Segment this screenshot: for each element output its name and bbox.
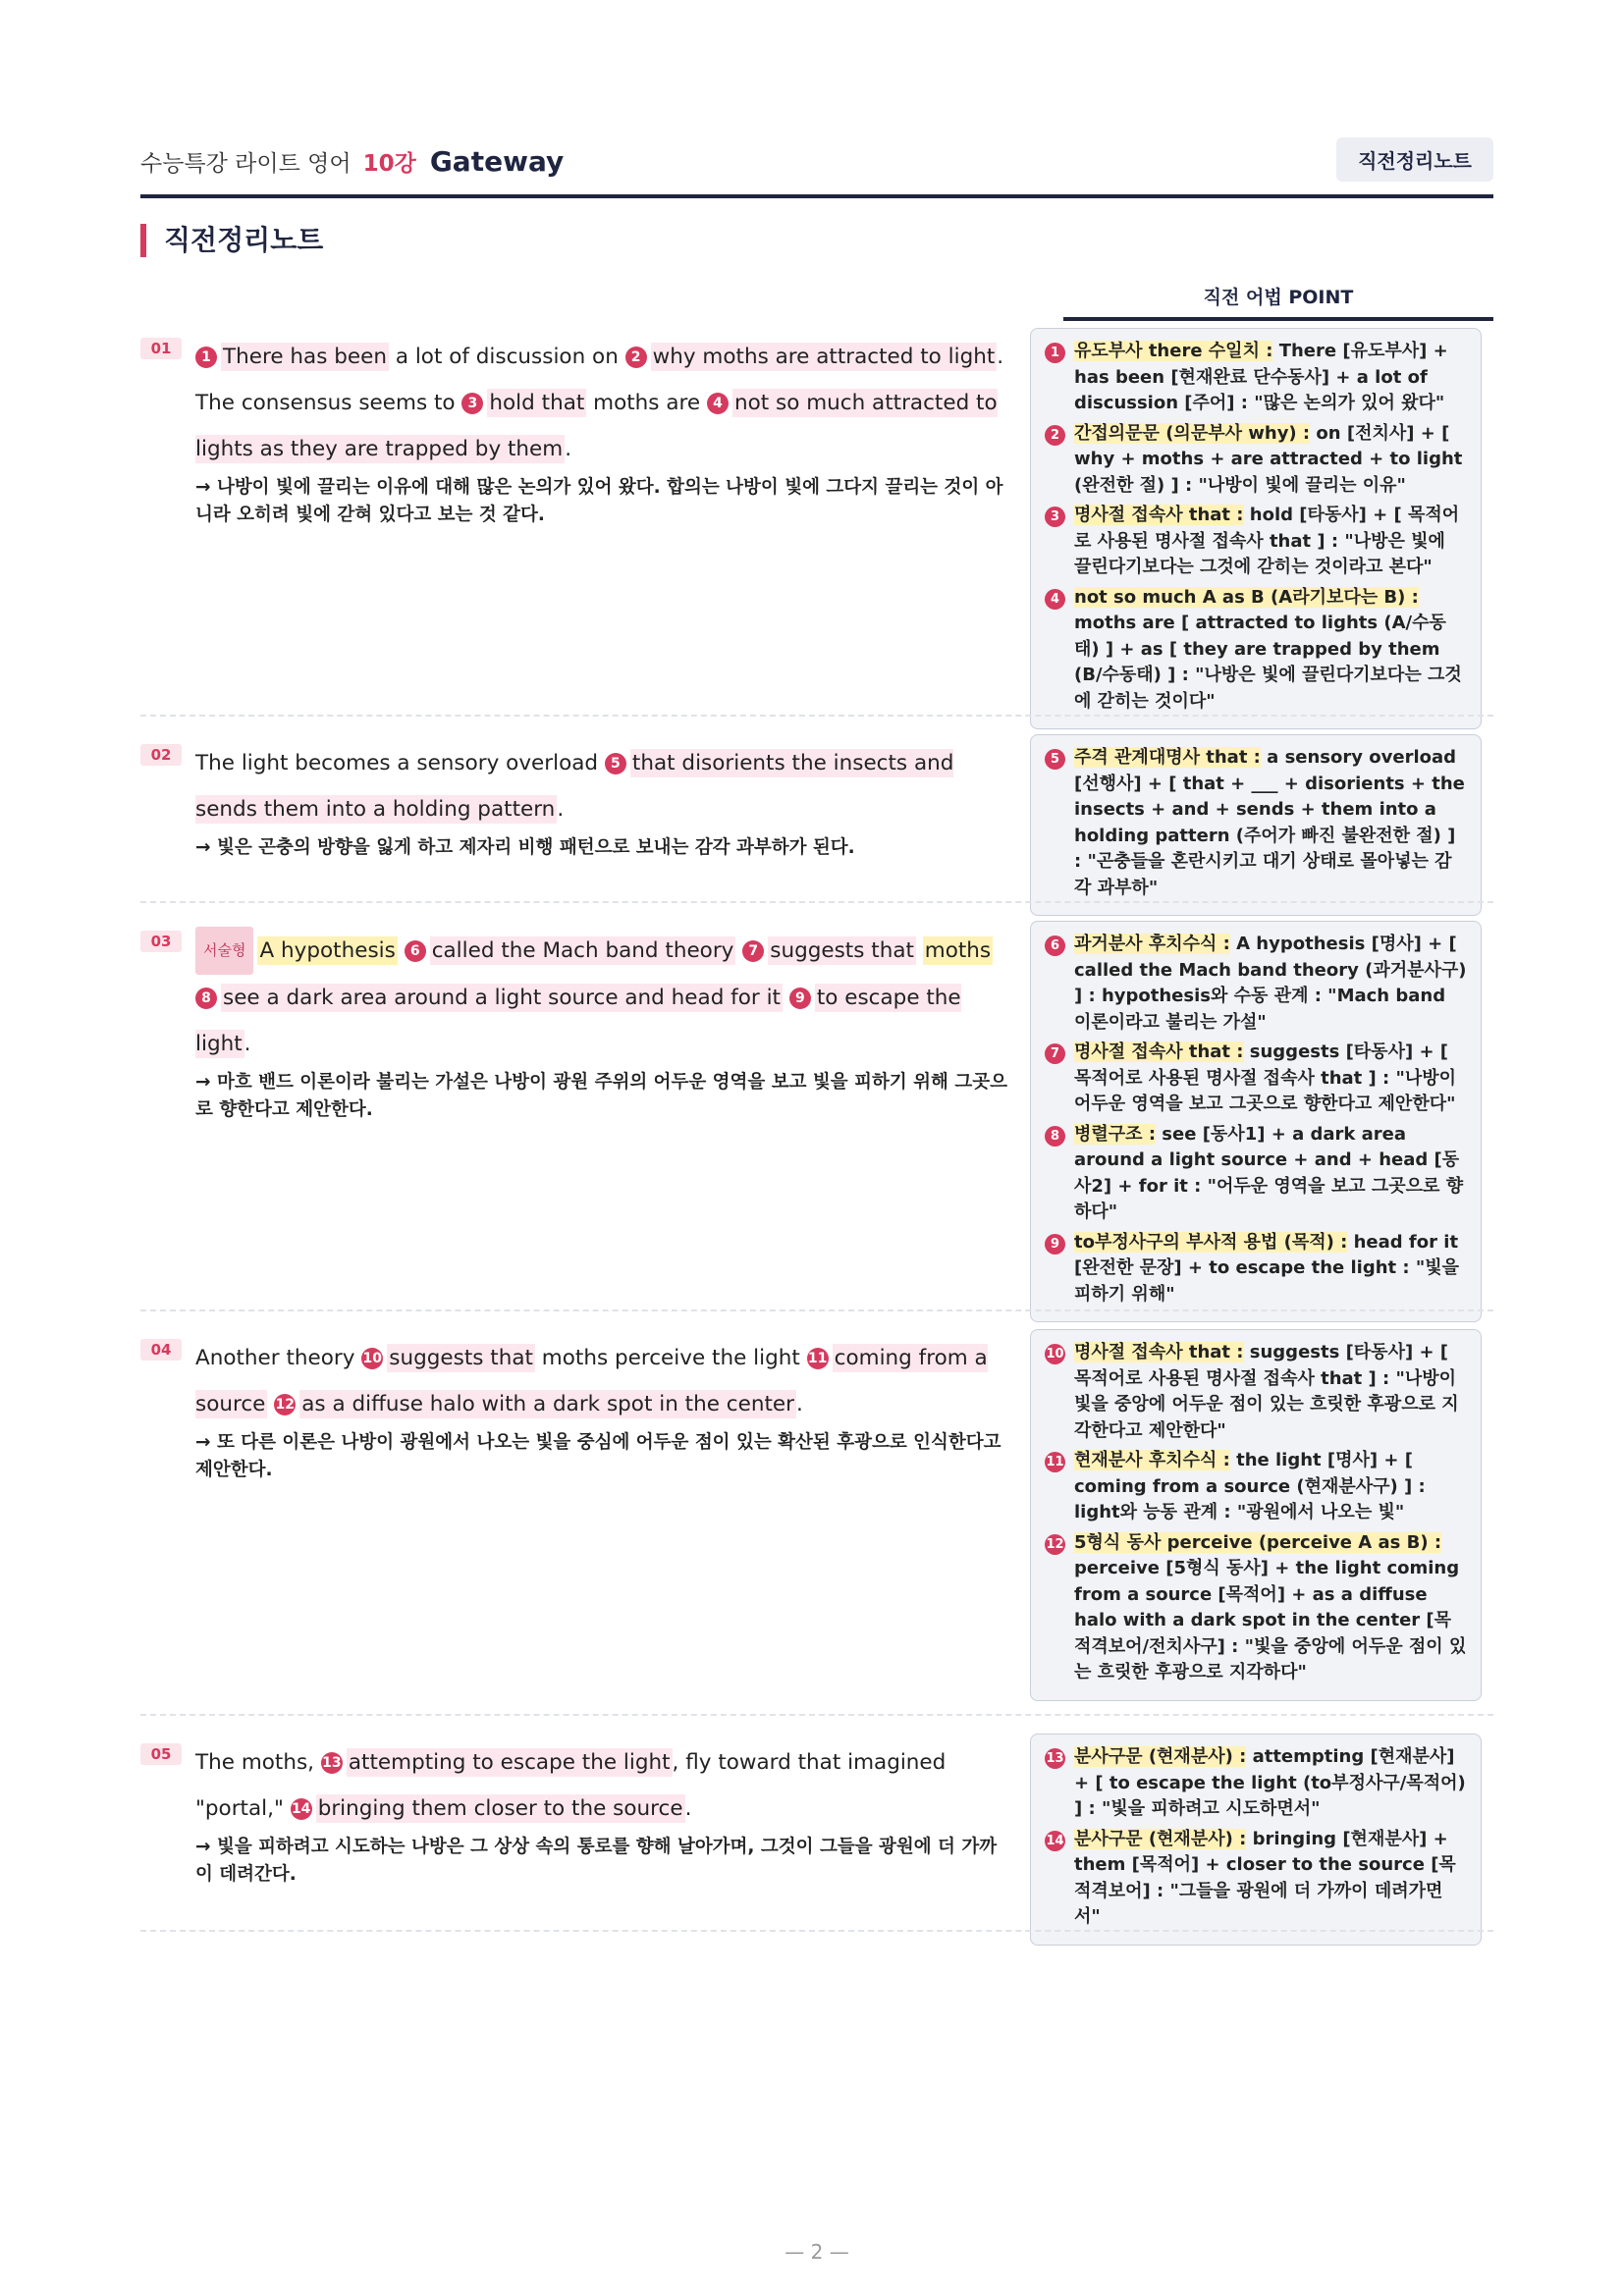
text: The light becomes a sensory overload <box>195 751 605 775</box>
point-key: 과거분사 후치수식 : <box>1074 934 1230 954</box>
item-number: 05 <box>140 1743 182 1765</box>
text: The moths, <box>195 1750 321 1775</box>
phrase: hold that <box>489 391 585 415</box>
point-text: A hypothesis [명사] + [ called the Mach band theory (과거분사구) ] : hypothesis와 수동 관계 : "Mach band 이론이라고 불리는 가설" <box>1074 934 1467 1033</box>
point-key: 분사구문 (현재분사) : <box>1074 1746 1247 1767</box>
header-series <box>140 145 564 178</box>
page-header <box>140 137 1493 198</box>
phrase: suggests that <box>389 1346 533 1370</box>
header-tag: 직전정리노트 <box>1336 137 1493 182</box>
gateway-label: Gateway <box>429 145 565 178</box>
marker-6: 6 <box>1045 935 1065 956</box>
grammar-point-box <box>1030 734 1482 916</box>
point-text: hold [타동사] + [ 목적어로 사용된 명사절 접속사 that ] : "나방은 빛에 끌린다기보다는 그것에 갇히는 것이라고 본다" <box>1074 505 1460 577</box>
grammar-point <box>1045 421 1467 500</box>
grammar-point <box>1045 339 1467 417</box>
text: . <box>243 1032 251 1056</box>
grammar-point <box>1045 1122 1467 1226</box>
grammar-point <box>1045 1230 1467 1308</box>
point-text: perceive [5형식 동사] + the light coming from a source [목적어] + as a diffuse halo with a dark spot in the center [목적격보어/전치사구] : "빛을 중앙에 어두운 점이 있는 흐릿한 후광으로 지각하다" <box>1074 1558 1467 1682</box>
grammar-point-box <box>1030 921 1482 1322</box>
item-body <box>195 740 1010 862</box>
text: . <box>557 797 565 822</box>
grammar-point-header: 직전 어법 POINT <box>1063 283 1493 321</box>
item-body <box>195 927 1010 1124</box>
point-key: 5형식 동사 perceive (perceive A as B) : <box>1074 1531 1442 1553</box>
marker-1: 1 <box>195 347 217 368</box>
grammar-point <box>1045 1827 1467 1931</box>
item-number: 01 <box>140 338 182 359</box>
marker-13: 13 <box>321 1752 343 1774</box>
marker-2: 2 <box>625 347 647 368</box>
phrase: coming from a source <box>195 1346 988 1416</box>
marker-9: 9 <box>1045 1234 1065 1255</box>
english-sentence <box>195 334 1010 472</box>
item-body <box>195 334 1010 529</box>
grammar-point <box>1045 1448 1467 1526</box>
point-key: 명사절 접속사 that : <box>1074 505 1244 525</box>
text: . The consensus seems to <box>195 345 1004 415</box>
lesson-label: 10강 <box>362 151 416 177</box>
text: . <box>565 437 572 461</box>
grammar-point-box <box>1030 328 1482 729</box>
marker-3: 3 <box>461 393 483 414</box>
marker-6: 6 <box>405 940 426 962</box>
item-number: 04 <box>140 1339 182 1361</box>
grammar-point <box>1045 585 1467 716</box>
point-key: 간접의문문 (의문부사 why) : <box>1074 422 1311 444</box>
point-text: on [전치사] + [ why + moths + are attracted + to light (완전한 절) ] : "나방이 빛에 끌리는 이유" <box>1074 422 1463 496</box>
marker-13: 13 <box>1045 1748 1065 1769</box>
phrase: not so much attracted to lights as they are trapped by them <box>195 391 998 461</box>
series-label: 수능특강 라이트 영어 <box>140 151 352 177</box>
phrase: A hypothesis <box>259 938 396 963</box>
point-key: 명사절 접속사 that : <box>1074 1342 1244 1362</box>
section-title: 직전정리노트 <box>140 224 323 257</box>
text: moths perceive the light <box>534 1346 807 1370</box>
text: a lot of discussion on <box>388 345 625 369</box>
point-text: bringing [현재분사] + them [목적어] + closer to the source [목적격보어] : "그들을 광원에 더 가까이 데려가면서" <box>1074 1828 1456 1927</box>
marker-9: 9 <box>789 988 811 1009</box>
phrase: moths <box>924 938 992 963</box>
english-sentence <box>195 1335 1010 1427</box>
divider <box>140 901 1493 903</box>
grammar-point <box>1045 1530 1467 1686</box>
point-text: a sensory overload [선행사] + [ that + ___ + disorients + the insects + and + sends + them into a holding pattern (주어가 빠진 불완전한 절) ] : "곤충들을 혼란시키고 대기 상태로 몰아넣는 감각 과부하" <box>1074 747 1465 898</box>
english-sentence <box>195 1739 1010 1832</box>
marker-10: 10 <box>361 1348 383 1369</box>
marker-7: 7 <box>742 940 764 962</box>
english-sentence <box>195 927 1010 1067</box>
phrase: bringing them closer to the source <box>317 1796 683 1821</box>
marker-2: 2 <box>1045 425 1065 446</box>
item-number: 02 <box>140 744 182 766</box>
point-key: 주격 관계대명사 that : <box>1074 747 1261 768</box>
grammar-point <box>1045 745 1467 901</box>
point-key: not so much A as B (A라기보다는 B) : <box>1074 586 1419 608</box>
korean-translation: → 빛은 곤충의 방향을 잃게 하고 제자리 비행 패턴으로 보내는 감각 과부하가 된다. <box>195 837 855 858</box>
point-text: see [동사1] + a dark area around a light source + and + head [동사2] + for it : "어두운 영역을 보고 그곳으로 향하다" <box>1074 1123 1464 1222</box>
phrase: see a dark area around a light source and head for it <box>223 986 781 1010</box>
marker-4: 4 <box>1045 589 1065 610</box>
divider <box>140 715 1493 717</box>
grammar-point <box>1045 1040 1467 1118</box>
korean-translation: → 나방이 빛에 끌리는 이유에 대해 많은 논의가 있어 왔다. 합의는 나방이 빛에 그다지 끌리는 것이 아니라 오히려 빛에 갇혀 있다고 보는 것 같다. <box>195 477 1003 525</box>
item-number: 03 <box>140 931 182 952</box>
marker-5: 5 <box>1045 749 1065 770</box>
korean-translation: → 또 다른 이론은 나방이 광원에서 나오는 빛을 중심에 어두운 점이 있는 확산된 후광으로 인식한다고 제안한다. <box>195 1432 1001 1480</box>
marker-11: 11 <box>807 1348 829 1369</box>
point-key: 분사구문 (현재분사) : <box>1074 1828 1247 1849</box>
text: . <box>795 1392 803 1416</box>
point-text: suggests [타동사] + [ 목적어로 사용된 명사절 접속사 that ] : "나방이 어두운 영역을 보고 그곳으로 향한다고 제안한다" <box>1074 1041 1457 1114</box>
grammar-point-box <box>1030 1734 1482 1946</box>
point-text: attempting [현재분사] + [ to escape the light (to부정사구/목적어) ] : "빛을 피하려고 시도하면서" <box>1074 1746 1466 1819</box>
phrase: why moths are attracted to light <box>652 345 996 369</box>
phrase: suggests that <box>770 938 914 963</box>
marker-14: 14 <box>1045 1831 1065 1851</box>
grammar-point <box>1045 1340 1467 1444</box>
point-key: 현재분사 후치수식 : <box>1074 1450 1230 1470</box>
marker-1: 1 <box>1045 343 1065 363</box>
marker-10: 10 <box>1045 1344 1065 1364</box>
essay-badge: 서술형 <box>195 927 253 975</box>
grammar-point <box>1045 1744 1467 1823</box>
item-body <box>195 1335 1010 1484</box>
page-number: — 2 — <box>784 2240 849 2264</box>
marker-7: 7 <box>1045 1043 1065 1064</box>
phrase: as a diffuse halo with a dark spot in the center <box>301 1392 794 1416</box>
grammar-point-box <box>1030 1329 1482 1701</box>
marker-8: 8 <box>195 988 217 1009</box>
marker-8: 8 <box>1045 1126 1065 1147</box>
phrase: to escape the light <box>195 986 961 1056</box>
grammar-point <box>1045 503 1467 581</box>
point-text: the light [명사] + [ coming from a source (현재분사구) ] : light와 능동 관계 : "광원에서 나오는 빛" <box>1074 1450 1426 1522</box>
divider <box>140 1930 1493 1932</box>
marker-3: 3 <box>1045 507 1065 527</box>
point-text: moths are [ attracted to lights (A/수동태) ] + as [ they are trapped by them (B/수동태) ] : "나방은 빛에 끌린다기보다는 그것에 갇히는 것이다" <box>1074 613 1462 712</box>
marker-14: 14 <box>291 1798 312 1820</box>
marker-4: 4 <box>707 393 729 414</box>
text: , fly toward that imagined "portal," <box>195 1750 947 1821</box>
english-sentence <box>195 740 1010 832</box>
text: moths are <box>586 391 707 415</box>
text: Another theory <box>195 1346 362 1370</box>
korean-translation: → 빛을 피하려고 시도하는 나방은 그 상상 속의 통로를 향해 날아가며, 그것이 그들을 광원에 더 가까이 데려간다. <box>195 1837 998 1885</box>
grammar-point <box>1045 932 1467 1036</box>
point-text: There [유도부사] + has been [현재완료 단수동사] + a lot of discussion [주어] : "많은 논의가 있어 왔다" <box>1074 341 1448 413</box>
point-key: 명사절 접속사 that : <box>1074 1041 1244 1062</box>
divider <box>140 1309 1493 1311</box>
point-key: to부정사구의 부사적 용법 (목적) : <box>1074 1231 1348 1253</box>
phrase: that disorients the insects and sends them into a holding pattern <box>195 751 954 822</box>
marker-5: 5 <box>605 753 626 774</box>
item-body <box>195 1739 1010 1889</box>
point-key: 유도부사 there 수일치 : <box>1074 341 1273 361</box>
divider <box>140 1714 1493 1716</box>
phrase: There has been <box>223 345 387 369</box>
phrase: called the Mach band theory <box>431 938 734 963</box>
point-key: 병렬구조 : <box>1074 1123 1157 1145</box>
marker-12: 12 <box>274 1394 296 1415</box>
marker-11: 11 <box>1045 1452 1065 1472</box>
point-text: suggests [타동사] + [ 목적어로 사용된 명사절 접속사 that ] : "나방이 빛을 중앙에 어두운 점이 있는 흐릿한 후광으로 지각한다고 제안한다" <box>1074 1342 1459 1441</box>
phrase: attempting to escape the light <box>348 1750 671 1775</box>
point-text: head for it [완전한 문장] + to escape the light : "빛을 피하기 위해" <box>1074 1231 1460 1305</box>
text: . <box>684 1796 692 1821</box>
marker-12: 12 <box>1045 1534 1065 1555</box>
korean-translation: → 마흐 밴드 이론이라 불리는 가설은 나방이 광원 주위의 어두운 영역을 보고 빛을 피하기 위해 그곳으로 향한다고 제안한다. <box>195 1072 1007 1120</box>
